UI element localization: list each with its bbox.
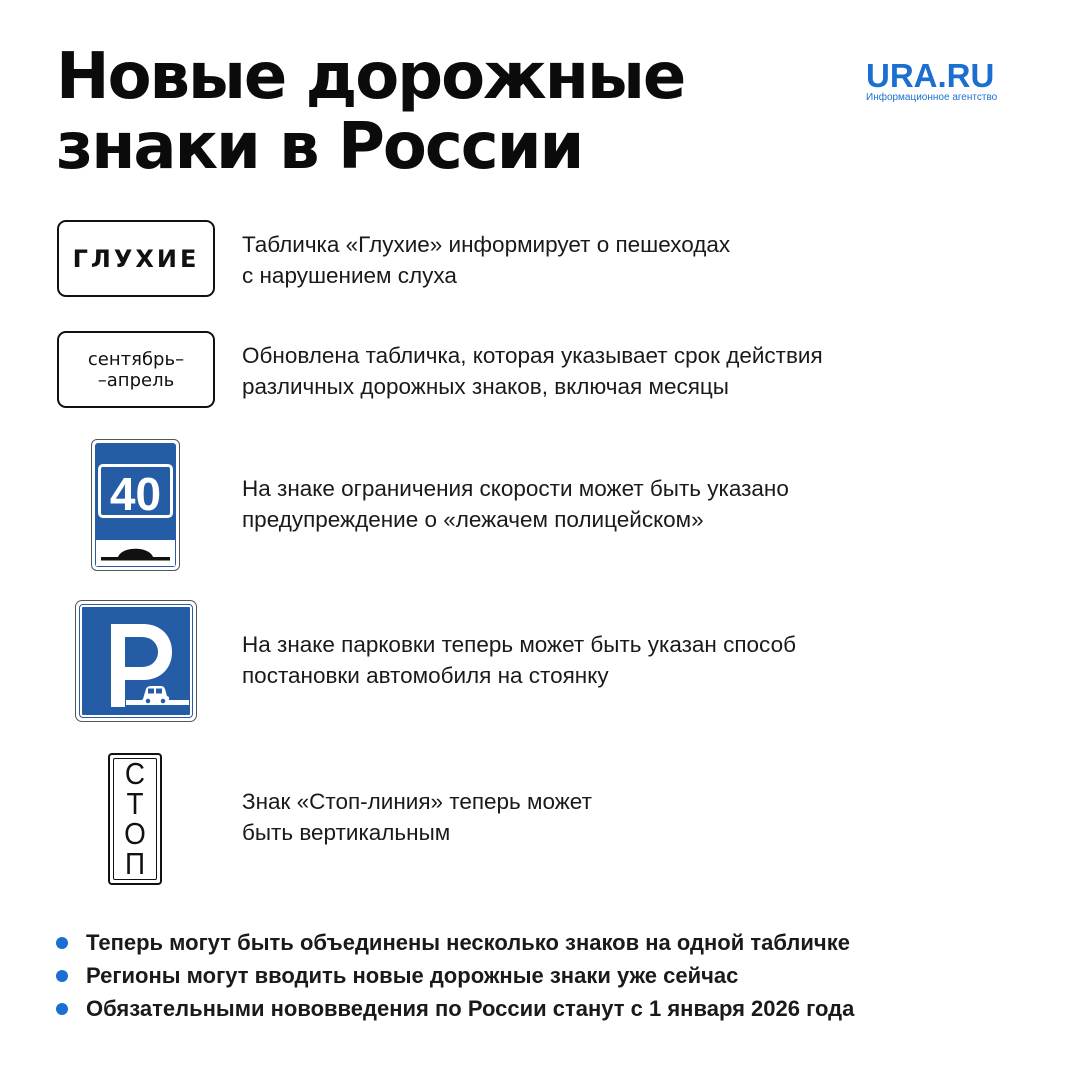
stop-letter: О (124, 816, 146, 851)
description-line: Знак «Стоп-линия» теперь может (242, 789, 592, 814)
speed-bump-icon (96, 540, 175, 566)
bullet-dot-icon (56, 937, 68, 949)
description-line: быть вертикальным (242, 820, 451, 845)
summary-bullet-list (56, 926, 1056, 1025)
page-title-line-1: Новые дорожные (56, 40, 685, 114)
months-plate-description (242, 340, 962, 402)
description-line: предупреждение о «лежачем полицейском» (242, 507, 704, 532)
bullet-item (56, 992, 1056, 1025)
stop-letters (110, 756, 160, 881)
bullet-item (56, 926, 1056, 959)
stop-letter: С (124, 756, 146, 791)
parking-p-icon (75, 600, 197, 722)
description-line: Обновлена табличка, которая указывает срок действия (242, 343, 823, 368)
description-line: различных дорожных знаков, включая месяцы (242, 374, 729, 399)
ura-ru-logo (866, 57, 1016, 103)
description-line: На знаке парковки теперь может быть указан способ (242, 632, 796, 657)
logo-name: URA.RU (866, 57, 995, 94)
deaf-plate-text: ГЛУХИЕ (72, 244, 200, 273)
bullet-dot-icon (56, 970, 68, 982)
bullet-text: Обязательными нововведения по России станут с 1 января 2026 года (86, 996, 855, 1021)
vertical-stop-line-sign (108, 753, 162, 885)
page-title-line-2: знаки в России (56, 110, 583, 184)
deaf-plate-description (242, 229, 962, 291)
stop-line-description (242, 786, 962, 848)
description-line: постановки автомобиля на стоянку (242, 663, 609, 688)
stop-letter: П (124, 846, 146, 881)
bullet-item (56, 959, 1056, 992)
months-plate-line-2: –апрель (97, 369, 175, 391)
parking-sign (75, 600, 197, 722)
page-title (56, 42, 776, 182)
months-period-plate (57, 331, 215, 408)
stop-letter: Т (126, 786, 144, 821)
speed-limit-value: 40 (98, 464, 173, 518)
speed-bump-panel (96, 540, 175, 566)
bullet-text: Теперь могут быть объединены несколько знаков на одной табличке (86, 930, 850, 955)
car-on-curb-icon (126, 686, 189, 705)
description-line: Табличка «Глухие» информирует о пешеходах (242, 232, 731, 257)
description-line: с нарушением слуха (242, 263, 457, 288)
parking-description (242, 629, 962, 691)
logo-tagline: Информационное агентство (866, 92, 998, 103)
speed-limit-description (242, 473, 962, 535)
speed-limit-sign (91, 439, 180, 571)
description-line: На знаке ограничения скорости может быть указано (242, 476, 789, 501)
deaf-pedestrians-plate (57, 220, 215, 297)
bullet-dot-icon (56, 1003, 68, 1015)
bullet-text: Регионы могут вводить новые дорожные знаки уже сейчас (86, 963, 739, 988)
months-plate-line-1: сентябрь– (87, 348, 185, 370)
